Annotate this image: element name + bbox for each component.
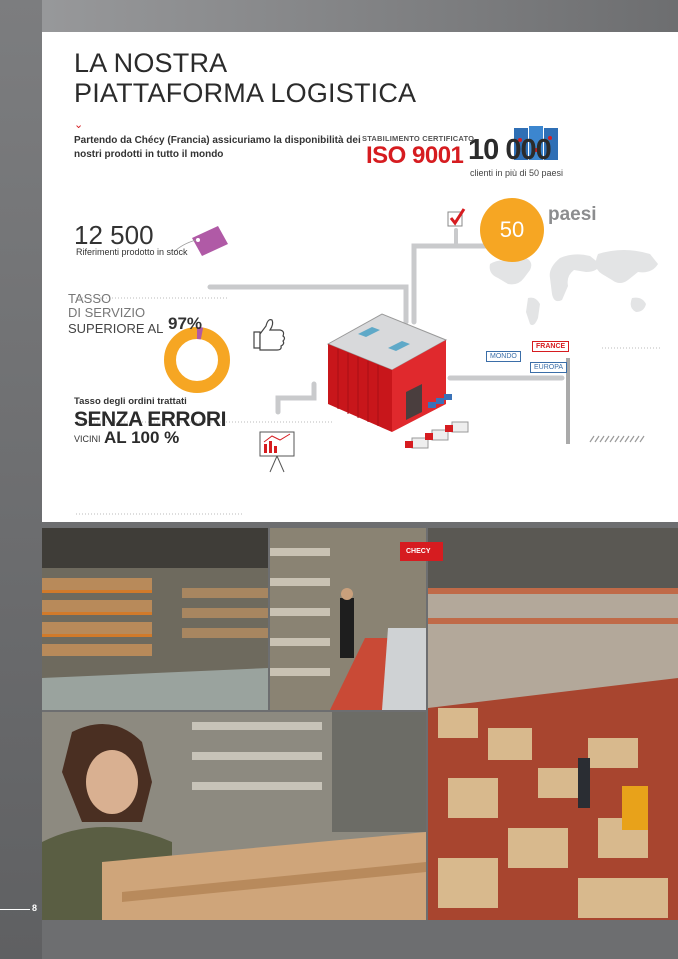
stock-number: 12 500 [74,220,154,250]
orders-prefix: VICINI [74,434,101,444]
presentation-chart-icon [260,432,294,472]
page-number-rule [0,909,30,910]
thumbs-up-icon [254,320,285,350]
page-number: 8 [32,903,38,913]
service-label-line2: DI SERVIZIO [68,305,146,320]
page-frame-top [0,0,678,32]
countries-label: paesi [548,204,597,225]
photo-warehouse-floor [428,528,678,920]
service-donut-chart [170,333,224,387]
intro-text: Partendo da Chécy (Francia) assicuriamo la disponibilità dei nostri prodotti in tutto il mondo [74,135,361,160]
trucks-icon [405,422,468,448]
sign-europa: EUROPA [530,362,567,373]
orders-headline: SENZA ERRORI [74,408,226,431]
photo-warehouse-racks [42,528,268,710]
location-tag: CHECY [400,542,443,561]
clients-number: 10 000 [468,134,551,166]
page-title: LA NOSTRA PIATTAFORMA LOGISTICA [74,48,417,108]
iso-certification: ISO 9001 [366,142,464,169]
sign-france: FRANCE [532,341,569,352]
service-percent: 97% [167,314,203,333]
stock-caption: Riferimenti prodotto in stock [76,247,188,257]
page-frame-left [0,0,42,959]
warehouse-icon [328,314,452,432]
orders-value: AL 100 % [104,428,180,447]
chevron-down-icon: ⌄ [74,119,84,131]
service-label-line3: SUPERIORE AL [68,321,164,336]
countries-badge: 50 [480,198,544,262]
service-label-line1: TASSO [68,291,112,306]
certification-label: STABILIMENTO CERTIFICATO [362,134,475,143]
sign-mondo: MONDO [486,351,521,362]
photo-worker-packing [42,712,426,920]
hatch-decoration [590,436,644,442]
orders-label: Tasso degli ordini trattati [74,396,187,407]
clients-caption: clienti in più di 50 paesi [470,168,564,178]
